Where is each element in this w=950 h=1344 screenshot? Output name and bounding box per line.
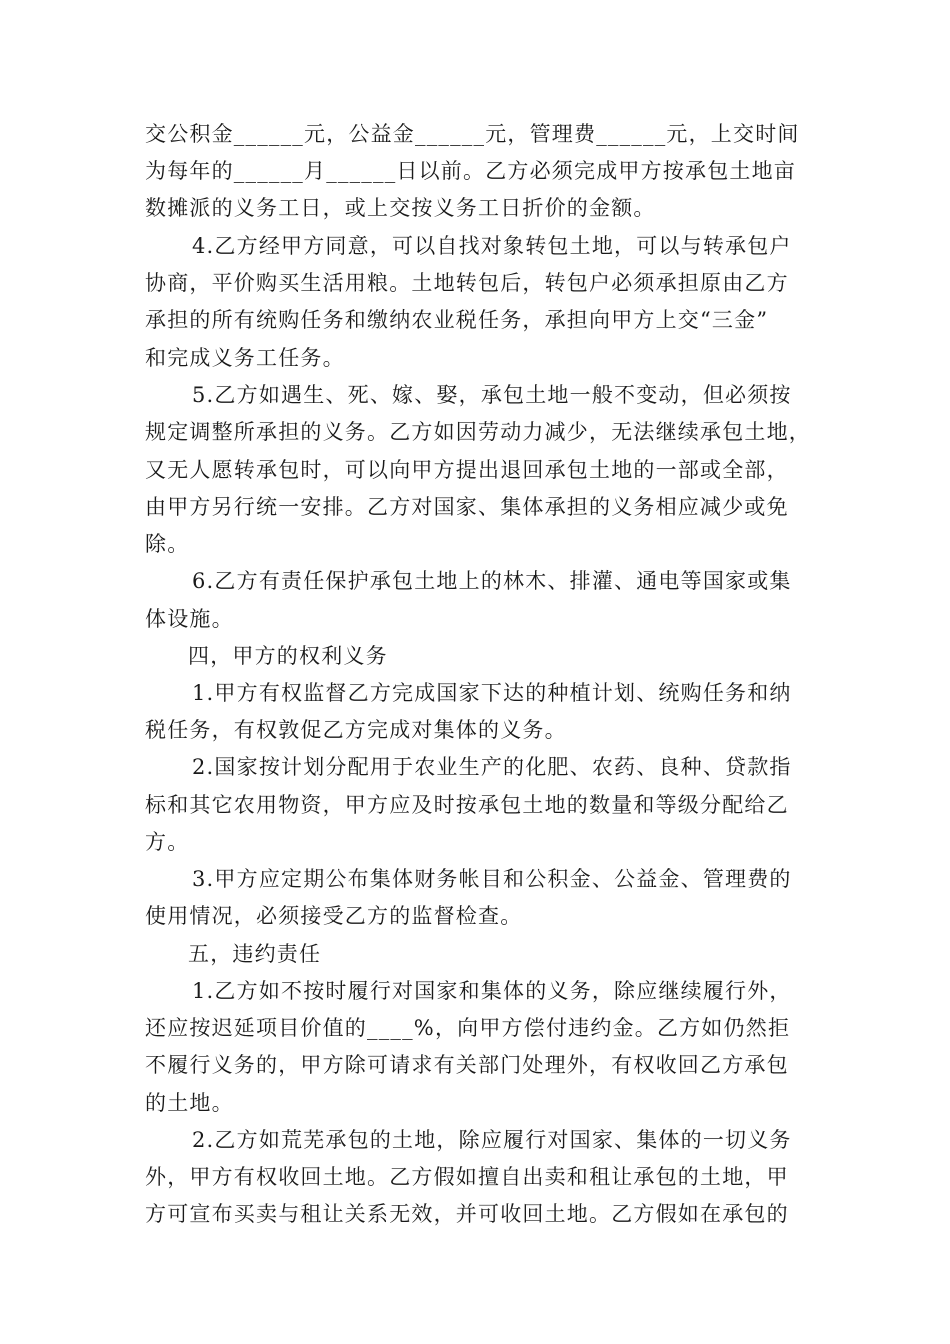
text-line: 为每年的______月______日以前。乙方必须完成甲方按承包土地亩 xyxy=(145,159,796,183)
text-line: 2.乙方如荒芜承包的土地，除应履行对国家、集体的一切义务 xyxy=(192,1128,792,1152)
text-line: 除。 xyxy=(145,532,190,556)
text-line: 2.国家按计划分配用于农业生产的化肥、农药、良种、贷款指 xyxy=(192,755,792,779)
text-line: 1.乙方如不按时履行对国家和集体的义务，除应继续履行外， xyxy=(192,979,792,1003)
text-line: 不履行义务的，甲方除可请求有关部门处理外，有权收回乙方承包 xyxy=(145,1053,789,1077)
text-line: 又无人愿转承包时，可以向甲方提出退回承包土地的一部或全部， xyxy=(145,458,789,482)
text-line: 承担的所有统购任务和缴纳农业税任务，承担向甲方上交“三金” xyxy=(145,308,769,332)
text-line: 标和其它农用物资，甲方应及时按承包土地的数量和等级分配给乙 xyxy=(145,793,789,817)
text-line: 外，甲方有权收回土地。乙方假如擅自出卖和租让承包的土地，甲 xyxy=(145,1165,789,1189)
text-line: 的土地。 xyxy=(145,1091,234,1115)
text-line: 协商，平价购买生活用粮。土地转包后，转包户必须承担原由乙方 xyxy=(145,271,789,295)
text-line: 6.乙方有责任保护承包土地上的林木、排灌、通电等国家或集 xyxy=(192,569,792,593)
text-line: 方。 xyxy=(145,830,190,854)
section-heading: 五，违约责任 xyxy=(188,942,322,966)
text-line: 方可宣布买卖与租让关系无效，并可收回土地。乙方假如在承包的 xyxy=(145,1202,789,1226)
text-line: 交公积金______元，公益金______元，管理费______元，上交时间 xyxy=(145,122,800,146)
text-line: 还应按迟延项目价值的____%，向甲方偿付违约金。乙方如仍然拒 xyxy=(145,1016,791,1040)
text-line: 1.甲方有权监督乙方完成国家下达的种植计划、统购任务和纳 xyxy=(192,681,792,705)
text-line: 4.乙方经甲方同意，可以自找对象转包土地，可以与转承包户 xyxy=(192,234,792,258)
text-line: 规定调整所承担的义务。乙方如因劳动力减少，无法继续承包土地， xyxy=(145,420,811,444)
text-line: 5.乙方如遇生、死、嫁、娶，承包土地一般不变动，但必须按 xyxy=(192,383,792,407)
section-heading: 四，甲方的权利义务 xyxy=(188,644,388,668)
text-line: 体设施。 xyxy=(145,607,234,631)
text-line: 使用情况，必须接受乙方的监督检查。 xyxy=(145,904,523,928)
text-line: 和完成义务工任务。 xyxy=(145,346,345,370)
text-line: 税任务，有权敦促乙方完成对集体的义务。 xyxy=(145,718,567,742)
text-line: 3.甲方应定期公布集体财务帐目和公积金、公益金、管理费的 xyxy=(192,867,792,891)
text-line: 由甲方另行统一安排。乙方对国家、集体承担的义务相应减少或免 xyxy=(145,495,789,519)
text-line: 数摊派的义务工日，或上交按义务工日折价的金额。 xyxy=(145,196,656,220)
